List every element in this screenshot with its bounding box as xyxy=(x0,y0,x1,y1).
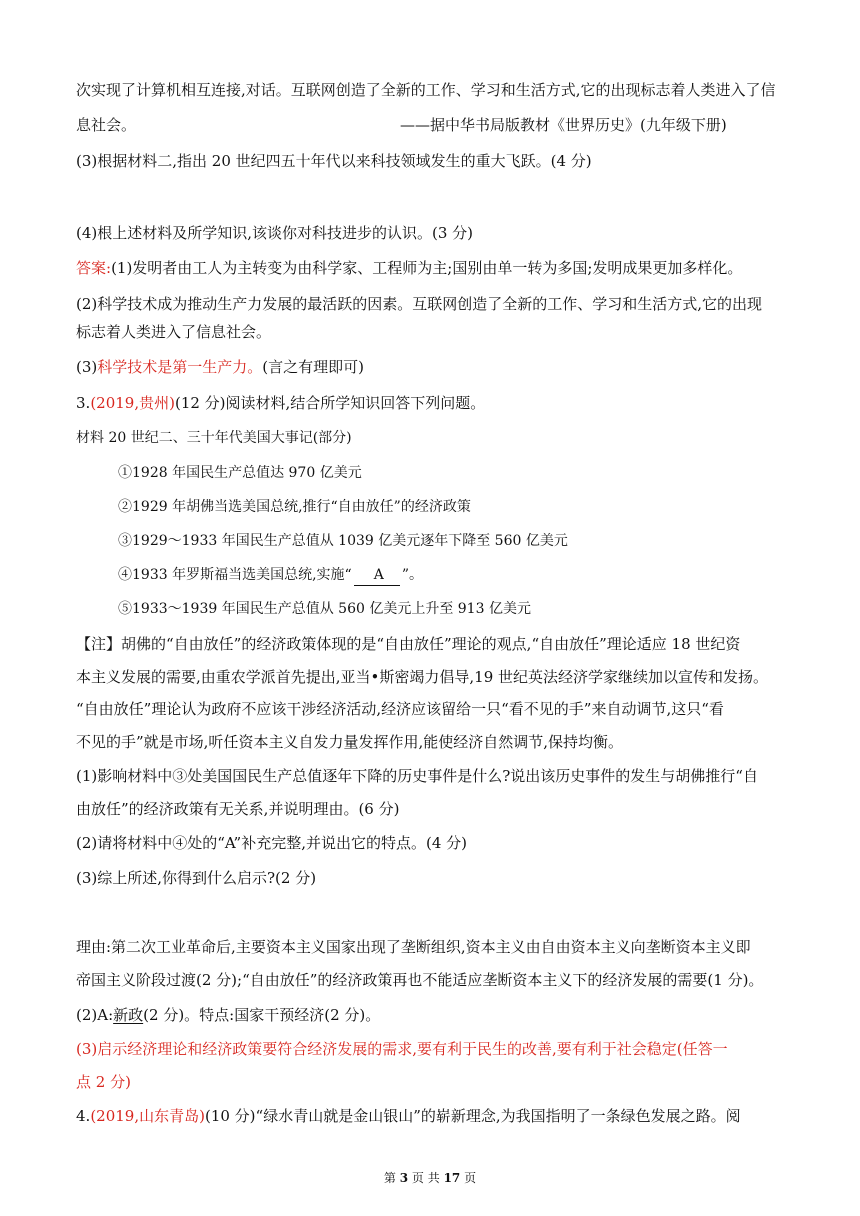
question-3-2: (2)请将材料中④处的“A”补充完整,并说出它的特点。(4 分) xyxy=(76,834,467,852)
answer-text: (1)发明者由工人为主转变为由科学家、工程师为主;国别由单一转为多国;发明成果更加多样化。 xyxy=(111,259,743,277)
answer-2-2-line1: (2)科学技术成为推动生产力发展的最活跃的因素。互联网创造了全新的工作、学习和生活方式,它的出现 xyxy=(76,295,763,313)
blank-a: A xyxy=(354,565,400,586)
question-source: (2019,山东青岛) xyxy=(90,1107,205,1125)
question-2-4: (4)根上述材料及所学知识,该谈你对科技进步的认识。(3 分) xyxy=(76,224,474,242)
answer-number: (2)A: xyxy=(76,1006,114,1024)
question-2-3: (3)根据材料二,指出 20 世纪四五十年代以来科技领域发生的重大飞跃。(4 分) xyxy=(76,152,592,170)
timeline-item-3: ③1929～1933 年国民生产总值从 1039 亿美元逐年下降至 560 亿美元 xyxy=(118,533,568,549)
answer-3-reason-line2: 帝国主义阶段过渡(2 分);“自由放任”的经济政策再也不能适应垄断资本主义下的经济发展的需要(1 分)。 xyxy=(76,971,764,989)
question-number: 3. xyxy=(76,394,91,412)
question-number: 4. xyxy=(76,1107,91,1125)
answer-note: (言之有理即可) xyxy=(262,358,364,376)
question-stem: (12 分)阅读材料,结合所学知识回答下列问题。 xyxy=(174,394,486,412)
question-3-1-line1: (1)影响材料中③处美国国民生产总值逐年下降的历史事件是什么?说出该历史事件的发生与胡佛推行“自 xyxy=(76,767,758,785)
question-4-header xyxy=(76,1106,741,1126)
page-number: 3 xyxy=(399,1171,409,1185)
material-source: ——据中华书局版教材《世界历史》(九年级下册) xyxy=(400,116,727,134)
answer-3-3-line1: (3)启示经济理论和经济政策要符合经济发展的需求,要有利于民生的改善,要有利于社会稳定(任答一 xyxy=(76,1040,728,1058)
note-line: 【注】胡佛的“自由放任”的经济政策体现的是“自由放任”理论的观点,“自由放任”理论适应 18 世纪资 xyxy=(76,635,741,653)
timeline-item-2: ②1929 年胡佛当选美国总统,推行“自由放任”的经济政策 xyxy=(118,499,471,515)
timeline-item-text: ”。 xyxy=(401,567,423,583)
question-3-header xyxy=(76,393,485,413)
question-3-3: (3)综上所述,你得到什么启示?(2 分) xyxy=(76,869,317,887)
answer-key-text: 新政 xyxy=(113,1006,144,1024)
answer-2-3 xyxy=(76,357,364,377)
answer-key-text: 科学技术是第一生产力。 xyxy=(97,358,263,376)
answer-2-2-line2: 标志着人类进入了信息社会。 xyxy=(76,323,272,341)
question-3-1-line2: 由放任”的经济政策有无关系,并说明理由。(6 分) xyxy=(76,800,400,818)
note-line: 本主义发展的需要,由重农学派首先提出,亚当•斯密竭力倡导,19 世纪英法经济学家继续加以宣传和发扬。 xyxy=(76,668,769,686)
answer-number: (3) xyxy=(76,358,98,376)
material-line: 息社会。 xyxy=(76,116,137,134)
note-line: “自由放任”理论认为政府不应该干涉经济活动,经济应该留给一只“看不见的手”来自动调节,这只“看 xyxy=(76,700,724,718)
footer-text: 页 共 xyxy=(411,1171,440,1185)
answer-text: (2 分)。特点:国家干预经济(2 分)。 xyxy=(143,1006,381,1024)
answer-label: 答案: xyxy=(76,259,112,277)
footer-text: 页 xyxy=(464,1171,477,1185)
timeline-item-text: ④1933 年罗斯福当选美国总统,实施“ xyxy=(118,567,352,583)
answer-3-3-line2: 点 2 分) xyxy=(76,1073,131,1091)
question-stem: (10 分)“绿水青山就是金山银山”的崭新理念,为我国指明了一条绿色发展之路。阅 xyxy=(204,1107,741,1125)
footer-text: 第 xyxy=(383,1171,396,1185)
answer-3-reason-line1: 理由:第二次工业革命后,主要资本主义国家出现了垄断组织,资本主义由自由资本主义向垄断资本主义即 xyxy=(76,938,751,956)
timeline-item-1: ①1928 年国民生产总值达 970 亿美元 xyxy=(118,465,362,481)
material-line: 次实现了计算机相互连接,对话。互联网创造了全新的工作、学习和生活方式,它的出现标志着人类进入了信 xyxy=(76,81,776,99)
answer-2-1 xyxy=(76,258,742,278)
page-footer xyxy=(0,1170,860,1186)
total-pages: 17 xyxy=(443,1171,461,1185)
question-source: (2019,贵州) xyxy=(90,394,175,412)
material-title: 材料 20 世纪二、三十年代美国大事记(部分) xyxy=(76,430,352,446)
timeline-item-4 xyxy=(118,565,423,586)
timeline-item-5: ⑤1933～1939 年国民生产总值从 560 亿美元上升至 913 亿美元 xyxy=(118,601,531,617)
note-line: 不见的手”就是市场,听任资本主义自发力量发挥作用,能使经济自然调节,保持均衡。 xyxy=(76,733,623,751)
answer-3-2 xyxy=(76,1005,380,1025)
